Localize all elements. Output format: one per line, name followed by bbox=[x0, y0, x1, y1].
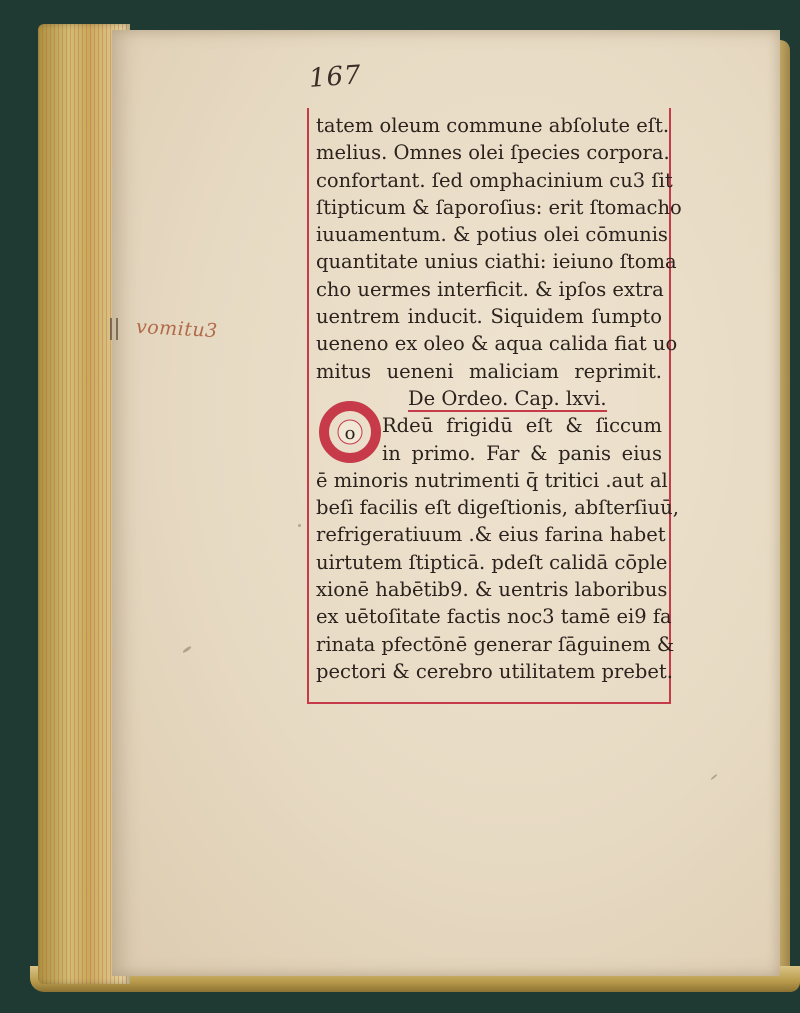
text-line: uirtutem ſtipticā. pdeſt calidā cōple bbox=[316, 550, 668, 574]
text-line: ex uētoſitate factis noc3 tamē ei9 fa bbox=[316, 605, 672, 629]
text-line: mitus ueneni maliciam reprimit. bbox=[316, 359, 662, 383]
text-line: cho uermes interficit. & ipſos extra bbox=[316, 277, 664, 301]
margin-annotation: vomitu3 bbox=[135, 315, 219, 343]
chapter-heading-text: De Ordeo. Cap. lxvi. bbox=[408, 386, 607, 410]
text-line: refrigeratiuum .& eius farina habet bbox=[316, 523, 666, 547]
text-line: pectori & cerebro utilitatem prebet. bbox=[316, 659, 673, 683]
text-line-indented: in primo. Far & panis eius bbox=[382, 441, 662, 465]
text-line: beſi facilis eſt digeſtionis, abſterſiuū, bbox=[316, 496, 679, 520]
text-line: uentrem inducit. Siquidem ſumpto bbox=[316, 305, 662, 329]
text-line-indented: Rdeū frigidū eſt & ſiccum bbox=[382, 414, 662, 438]
text-line: iuuamentum. & potius olei cōmunis bbox=[316, 223, 668, 247]
margin-mark bbox=[110, 318, 118, 340]
text-line: ē minoris nutrimenti q̄ tritici .aut al bbox=[316, 468, 668, 492]
text-line: melius. Omnes olei ſpecies corpora. bbox=[316, 141, 670, 165]
text-line: xionē habētib9. & uentris laboribus bbox=[316, 578, 668, 602]
text-line: ueneno ex oleo & aqua calida fiat uo bbox=[316, 332, 678, 356]
chapter-heading bbox=[316, 385, 662, 412]
text-line: rinata pfectōnē generar ſāguinem & bbox=[316, 632, 675, 656]
text-line: quantitate unius ciathi: ieiuno ſtoma bbox=[316, 250, 677, 274]
text-line: ſtipticum & ſaporoſius: erit ſtomacho bbox=[316, 195, 682, 219]
initial-guide-letter: o bbox=[344, 423, 356, 444]
ink-speck bbox=[298, 524, 301, 527]
text-line: tatem oleum commune abſolute eſt. bbox=[316, 114, 670, 137]
text-line: confortant. ſed omphacinium cu3 ſit bbox=[316, 168, 673, 192]
folio-number: 167 bbox=[308, 60, 363, 94]
text-block bbox=[316, 112, 682, 685]
